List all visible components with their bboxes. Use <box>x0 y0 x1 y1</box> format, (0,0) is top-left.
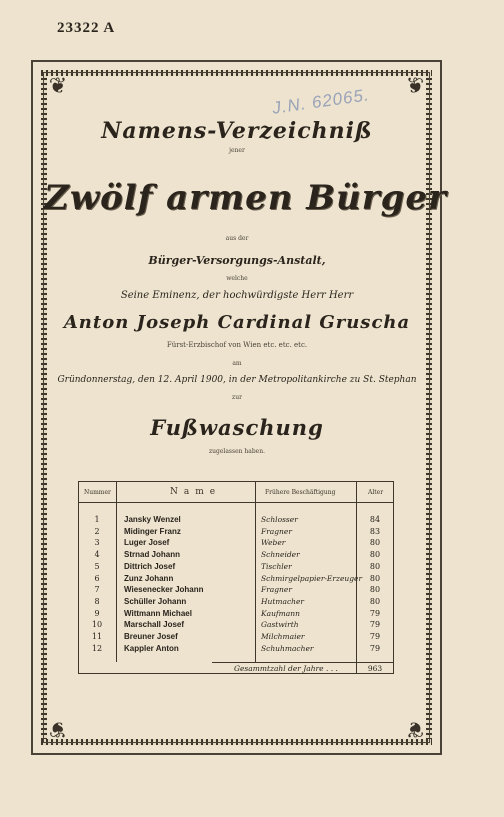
row-occupation: Kaufmann <box>261 608 300 618</box>
table-row <box>78 515 394 527</box>
row-number: 12 <box>91 643 103 653</box>
table-row <box>78 644 394 656</box>
row-number: 4 <box>94 550 100 560</box>
catalog-number: 23322 A <box>57 20 116 36</box>
institution-name: Bürger-Versorgungs-Anstalt, <box>148 254 326 267</box>
row-number: 11 <box>91 632 103 641</box>
row-age: 80 <box>369 585 381 595</box>
row-occupation: Schlosser <box>261 515 298 524</box>
total-label: Gesammtzahl der Jahre . . . <box>234 664 338 673</box>
row-number: 1 <box>94 515 100 524</box>
row-name: Midinger Franz <box>124 526 181 536</box>
row-number: 3 <box>94 538 100 548</box>
column-header-name: Name <box>170 487 222 497</box>
row-occupation: Fragner <box>261 585 292 595</box>
table-row <box>78 597 394 609</box>
row-occupation: Schmirgelpapier-Erzeuger <box>261 573 363 583</box>
row-age: 80 <box>369 561 381 571</box>
row-occupation: Tischler <box>261 561 292 571</box>
table-row <box>78 574 394 586</box>
row-name: Zunz Johann <box>124 573 174 583</box>
row-occupation: Weber <box>261 538 286 548</box>
column-header-age: Alter <box>368 489 384 496</box>
row-occupation: Hutmacher <box>261 596 305 606</box>
row-name: Wittmann Michael <box>124 608 192 618</box>
cardinal-title: Fürst-Erzbischof von Wien etc. etc. etc. <box>166 341 308 349</box>
pencil-inventory-note: J.N. 62065. <box>271 85 371 118</box>
conjunction-text: welche <box>226 275 248 282</box>
row-number: 10 <box>91 620 103 630</box>
row-number: 6 <box>94 573 100 583</box>
row-age: 80 <box>369 550 381 560</box>
conjunction-text: jener <box>229 147 245 154</box>
row-occupation: Fragner <box>261 526 292 536</box>
row-number: 8 <box>94 596 100 606</box>
row-name: Schüller Johann <box>124 596 187 606</box>
row-age: 79 <box>369 620 381 630</box>
corner-ornament-icon: ❦ <box>405 74 425 99</box>
column-header-occupation: Frühere Beschäftigung <box>265 489 336 496</box>
document-title: Namens-Verzeichniß <box>101 118 373 144</box>
row-number: 2 <box>94 526 100 536</box>
admitted-text: zugelassen haben. <box>209 448 265 455</box>
cardinal-name: Anton Joseph Cardinal Gruscha <box>63 312 411 333</box>
row-occupation: Gastwirth <box>261 620 299 630</box>
row-name: Luger Josef <box>124 538 170 548</box>
row-age: 79 <box>369 608 381 618</box>
row-age: 80 <box>369 538 381 548</box>
total-years: 963 <box>367 664 383 673</box>
conjunction-text: am <box>232 360 242 367</box>
row-name: Dittrich Josef <box>124 561 176 571</box>
table-row <box>78 538 394 550</box>
header-rule <box>78 502 394 503</box>
row-number: 9 <box>94 608 100 618</box>
main-heading: Zwölf armen Bürger <box>44 178 447 218</box>
date-location-line: Gründonnerstag, den 12. April 1900, in der Metropolitankirche zu St. Stephan <box>57 375 417 385</box>
conjunction-text: aus der <box>225 235 249 242</box>
row-age: 79 <box>369 643 381 653</box>
row-occupation: Schuhmacher <box>261 643 314 653</box>
column-header-number: Nummer <box>84 489 111 496</box>
row-name: Jansky Wenzel <box>124 515 181 524</box>
row-number: 5 <box>94 561 100 571</box>
row-name: Breuner Josef <box>124 632 178 641</box>
table-row <box>78 550 394 562</box>
corner-ornament-icon: ❦ <box>48 74 68 99</box>
footwashing-heading: Fußwaschung <box>150 415 324 440</box>
corner-ornament-icon: ❦ <box>405 716 425 741</box>
row-age: 80 <box>369 573 381 583</box>
row-number: 7 <box>94 585 100 595</box>
table-row <box>78 620 394 632</box>
row-age: 83 <box>369 526 381 536</box>
corner-ornament-icon: ❦ <box>48 716 68 741</box>
table-row <box>78 527 394 539</box>
total-rule <box>212 662 394 663</box>
table-row <box>78 585 394 597</box>
row-age: 79 <box>369 632 381 641</box>
table-row <box>78 562 394 574</box>
eminence-line: Seine Eminenz, der hochwürdigste Herr Herr <box>120 290 354 301</box>
row-age: 84 <box>369 515 381 524</box>
row-name: Strnad Johann <box>124 550 181 560</box>
row-name: Kappler Anton <box>124 643 179 653</box>
row-occupation: Schneider <box>261 550 300 560</box>
row-occupation: Milchmaier <box>261 632 305 641</box>
conjunction-text: zur <box>232 394 242 401</box>
table-row <box>78 609 394 621</box>
row-name: Marschall Josef <box>124 620 185 630</box>
table-row <box>78 632 394 644</box>
row-age: 80 <box>369 596 381 606</box>
row-name: Wiesenecker Johann <box>124 585 204 595</box>
